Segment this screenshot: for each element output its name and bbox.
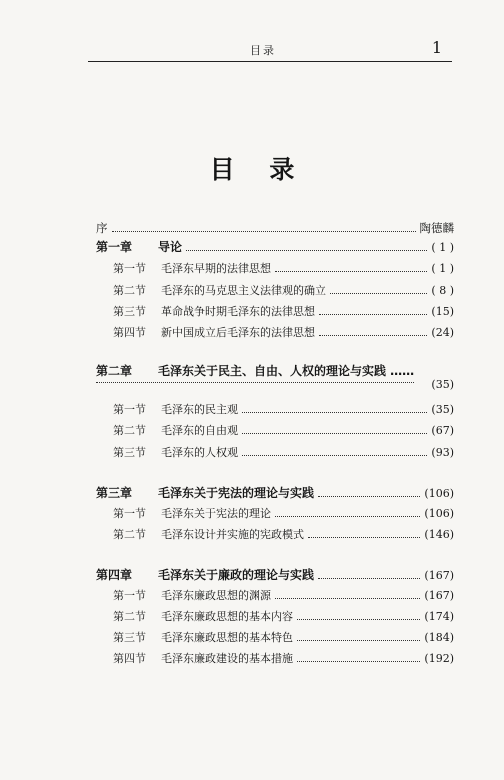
toc-section-3-1[interactable] (113, 505, 454, 523)
dot-leader (319, 335, 427, 336)
dot-leader (242, 433, 427, 434)
section-page: (93) (431, 446, 454, 459)
dot-leader (330, 293, 427, 294)
dot-leader (242, 455, 427, 456)
section-page: ( 8 ) (431, 284, 454, 297)
toc-section-4-4[interactable] (113, 650, 454, 668)
chapter-number: 第三章 (96, 486, 133, 500)
section-number: 第四节 (113, 326, 146, 339)
section-page: (106) (424, 507, 454, 520)
chapter-number: 第一章 (96, 240, 133, 254)
dot-leader (297, 661, 420, 662)
section-number: 第一节 (113, 589, 146, 602)
section-page: (146) (424, 528, 454, 541)
toc-section-2-2[interactable] (113, 422, 454, 440)
toc-section-1-1[interactable] (113, 260, 454, 278)
toc-section-1-3[interactable] (113, 303, 454, 321)
toc-section-4-3[interactable] (113, 629, 454, 647)
section-number: 第二节 (113, 284, 146, 297)
chapter-number: 第四章 (96, 568, 133, 582)
chapter-title: 毛泽东关于廉政的理论与实践 (158, 568, 315, 582)
toc-section-4-2[interactable] (113, 608, 454, 626)
section-page: (35) (431, 403, 454, 416)
section-number: 第二节 (113, 610, 146, 623)
section-page: (24) (431, 326, 454, 339)
section-page: (174) (424, 610, 454, 623)
chapter-title: 导论 (158, 240, 183, 254)
toc-section-2-3[interactable] (113, 444, 454, 462)
section-title: 毛泽东的自由观 (161, 424, 238, 437)
chapter-page: (167) (424, 569, 454, 582)
toc-section-1-2[interactable] (113, 282, 454, 300)
toc-chapter-3[interactable] (96, 484, 454, 502)
dot-leader (186, 250, 427, 251)
dot-leader (297, 619, 420, 620)
section-title: 新中国成立后毛泽东的法律思想 (161, 326, 315, 339)
section-page: (184) (424, 631, 454, 644)
dot-leader (308, 537, 420, 538)
chapter-title: 毛泽东关于宪法的理论与实践 (158, 486, 315, 500)
toc-section-4-1[interactable] (113, 587, 454, 605)
section-number: 第一节 (113, 262, 146, 275)
dot-leader (275, 271, 427, 272)
chapter-page: ( 1 ) (431, 241, 454, 254)
section-title: 毛泽东的人权观 (161, 446, 238, 459)
toc-chapter-2-page-line (96, 378, 454, 396)
section-number: 第三节 (113, 446, 146, 459)
section-title: 毛泽东廉政思想的基本特色 (161, 631, 293, 644)
dot-leader (318, 578, 420, 579)
running-header (88, 38, 442, 64)
section-title: 毛泽东早期的法律思想 (161, 262, 271, 275)
section-page: (192) (424, 652, 454, 665)
section-number: 第二节 (113, 528, 146, 541)
preface-author: 陶德麟 (419, 221, 454, 235)
dot-leader (318, 496, 420, 497)
dot-leader (242, 412, 427, 413)
toc-section-1-4[interactable] (113, 324, 454, 342)
toc-chapter-4[interactable] (96, 566, 454, 584)
section-title: 毛泽东的民主观 (161, 403, 238, 416)
section-page: ( 1 ) (431, 262, 454, 275)
chapter-page: (35) (431, 378, 454, 391)
section-title: 毛泽东设计并实施的宪政模式 (161, 528, 304, 541)
toc-section-3-2[interactable] (113, 526, 454, 544)
toc-chapter-1[interactable] (96, 238, 454, 256)
section-page: (67) (431, 424, 454, 437)
page-number: 1 (431, 38, 442, 57)
chapter-title: 毛泽东关于民主、自由、人权的理论与实践 …… (158, 364, 415, 378)
section-number: 第一节 (113, 507, 146, 520)
chapter-page: (106) (424, 487, 454, 500)
section-title: 革命战争时期毛泽东的法律思想 (161, 305, 315, 318)
section-number: 第三节 (113, 631, 146, 644)
dot-leader (297, 640, 420, 641)
section-number: 第二节 (113, 424, 146, 437)
section-number: 第一节 (113, 403, 146, 416)
section-title: 毛泽东关于宪法的理论 (161, 507, 271, 520)
toc-section-2-1[interactable] (113, 401, 454, 419)
section-number: 第三节 (113, 305, 146, 318)
section-title: 毛泽东廉政思想的渊源 (161, 589, 271, 602)
toc-title: 目 录 (209, 155, 295, 184)
header-rule (88, 61, 452, 62)
chapter-number: 第二章 (96, 364, 133, 378)
toc-entry-preface[interactable] (96, 220, 454, 238)
dot-leader (275, 516, 420, 517)
section-title: 毛泽东的马克思主义法律观的确立 (161, 284, 326, 297)
preface-title: 序 (96, 221, 108, 235)
running-header-title: 目录 (250, 44, 276, 57)
section-page: (15) (431, 305, 454, 318)
section-title: 毛泽东廉政思想的基本内容 (161, 610, 293, 623)
dot-leader (319, 314, 427, 315)
dot-leader (275, 598, 420, 599)
dot-leader (112, 231, 416, 232)
section-title: 毛泽东廉政建设的基本措施 (161, 652, 293, 665)
section-page: (167) (424, 589, 454, 602)
section-number: 第四节 (113, 652, 146, 665)
